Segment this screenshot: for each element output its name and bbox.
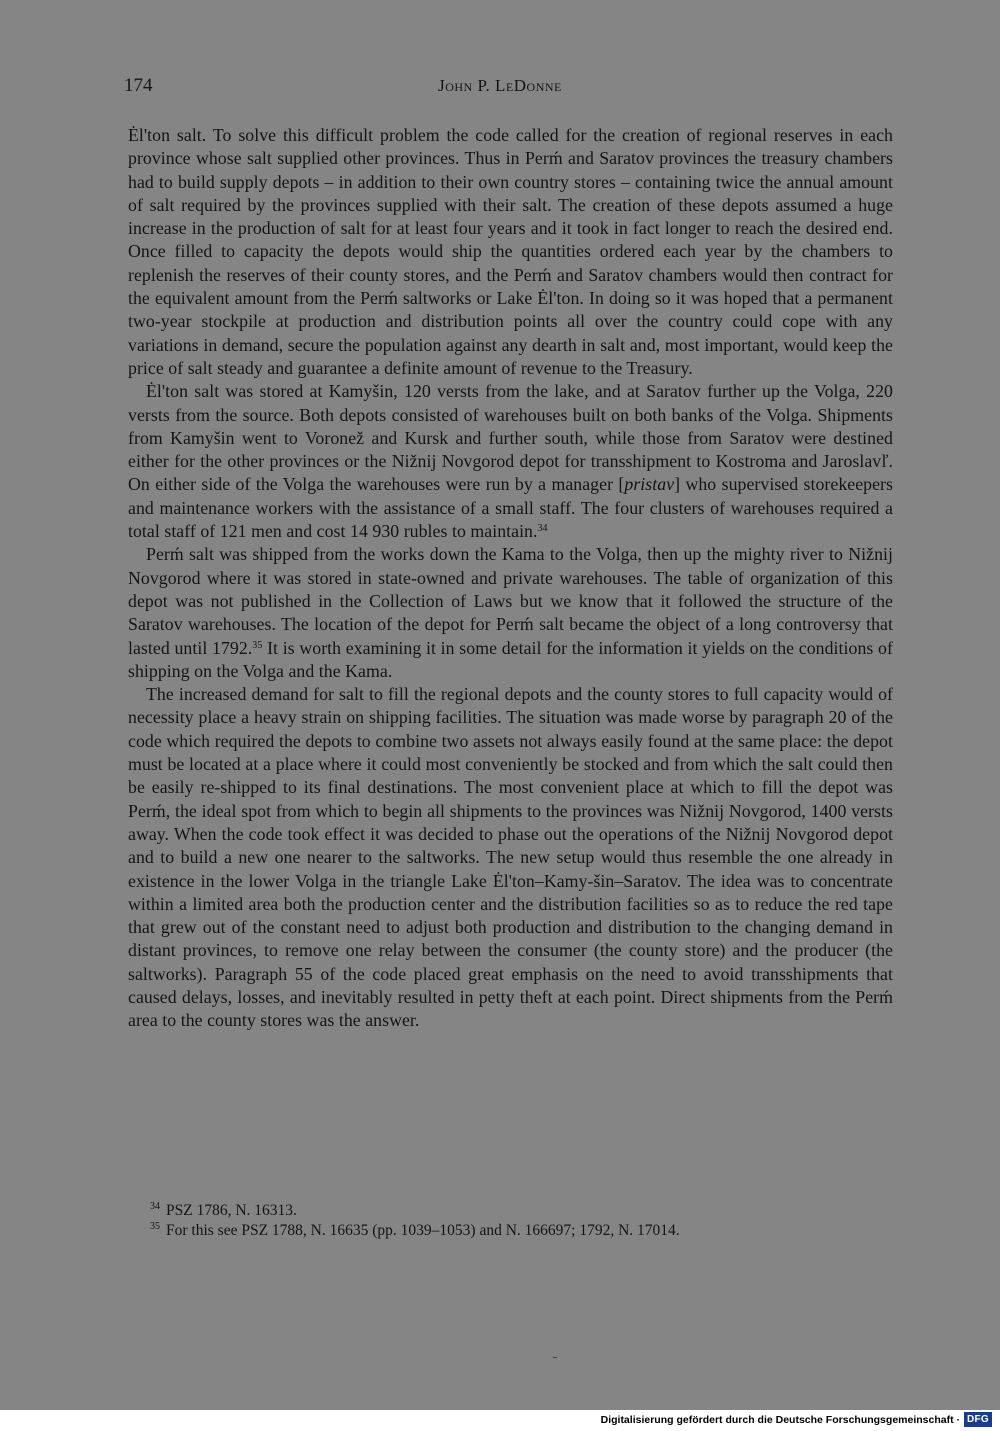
italic-term-pristav: pristav [624,474,675,495]
footnote-text: For this see PSZ 1788, N. 16635 (pp. 1039–1053) and N. 166697; 1792, N. 17014. [166,1222,680,1239]
footnote-number: 35 [150,1221,160,1232]
footnote-34 [150,1201,870,1221]
dfg-logo-icon[interactable]: DFG [964,1412,992,1427]
paragraph-3-text-a: Perḿ salt was shipped from the works down the Kama to the Volga, then up the mighty river to Nižnij Novgorod where it was stored in state-owned and private warehouses. The table of organization of this depot was not published in the Collection of Laws but we know that it followed the structure of the Saratov warehouses. The location of the depot for Perḿ salt became the object of a long controversy that lasted until 1792. [128,544,893,658]
footer-bar [0,1410,1000,1431]
paragraph-3 [128,543,893,683]
footnote-ref-34[interactable]: 34 [537,523,548,535]
paragraph-2 [128,380,893,543]
footnote-text: PSZ 1786, N. 16313. [166,1202,297,1219]
scan-speck [553,1357,557,1358]
page-number: 174 [124,75,153,96]
paragraph-3-text-b: It is worth examining it in some detail for the information it yields on the conditions of shipping on the Volga and the Kama. [128,637,893,681]
paragraph-2-text-b: ] who supervised storekeepers and maintenance workers with the assistance of a small staff. The four clusters of warehouses required a total staff of 121 men and cost 14 930 rubles to maintain. [128,474,893,542]
footnote-35 [150,1221,870,1241]
footnotes [150,1201,870,1241]
running-header-author: John P. LeDonne [438,76,562,95]
footnote-number: 34 [150,1201,160,1212]
body-text [128,124,893,1033]
paragraph-2-text-a: Ėl'ton salt was stored at Kamyšin, 120 versts from the lake, and at Saratov further up the Volga, 220 versts from the source. Both depots consisted of warehouses built on both banks of the Volga. Shipments from Kamyšin went to Voronež and Kursk and further south, while those from Saratov were destined either for the other provinces or the Nižnij Novgorod depot for transshipment to Kostroma and Jaroslavľ. On either side of the Volga the warehouses were run by a manager [ [128,381,893,495]
paragraph-1: Ėl'ton salt. To solve this difficult problem the code called for the creation of regional reserves in each province whose salt supplied other provinces. Thus in Perḿ and Saratov provinces the treasury chambers had to build supply depots – in addition to their own country stores – containing twice the annual amount of salt required by the provinces supplied with their salt. The creation of these depots assumed a huge increase in the production of salt for at least four years and it took in fact longer to reach the desired end. Once filled to capacity the depots would ship the quantities ordered each year by the chambers to replenish the reserves of their county stores, and the Perḿ and Saratov chambers would then contract for the equivalent amount from the Perḿ saltworks or Lake Ėl'ton. In doing so it was hoped that a permanent two-year stockpile at production and distribution points all over the country could cope with any variations in demand, secure the population against any dearth in salt and, most important, would keep the price of salt steady and guarantee a definite amount of revenue to the Treasury. [128,125,893,378]
paragraph-4: The increased demand for salt to fill the regional depots and the county stores to full capacity would of necessity place a heavy strain on shipping facilities. The situation was made worse by paragraph 20 of the code which required the depots to combine two assets not always easily found at the same place: the depot must be located at a place where it could most conveniently be stocked and from which the salt could then be easily re-shipped to its final destinations. The most convenient place at which to fill the depot was Perḿ, the ideal spot from which to begin all shipments to the provinces was Nižnij Novgorod, 1400 versts away. When the code took effect it was decided to phase out the operations of the Nižnij Novgorod depot and to build a new one nearer to the saltworks. The new setup would thus resemble the one already in existence in the lower Volga in the triangle Lake Ėl'ton–Kamy-šin–Saratov. The idea was to concentrate within a limited area both the production center and the distribution facilities so as to reduce the red tape that grew out of the constant need to adjust both production and distribution to the changing demand in distant provinces, to remove one relay between the consumer (the county store) and the producer (the saltworks). Paragraph 55 of the code placed great emphasis on the need to avoid transshipments that caused delays, losses, and inevitably resulted in petty theft at each point. Direct shipments from the Perḿ area to the county stores was the answer. [128,684,893,1031]
footnote-ref-35[interactable]: 35 [252,639,263,651]
funding-credit-link[interactable]: Digitalisierung gefördert durch die Deutsche Forschungsgemeinschaft · [600,1414,960,1426]
